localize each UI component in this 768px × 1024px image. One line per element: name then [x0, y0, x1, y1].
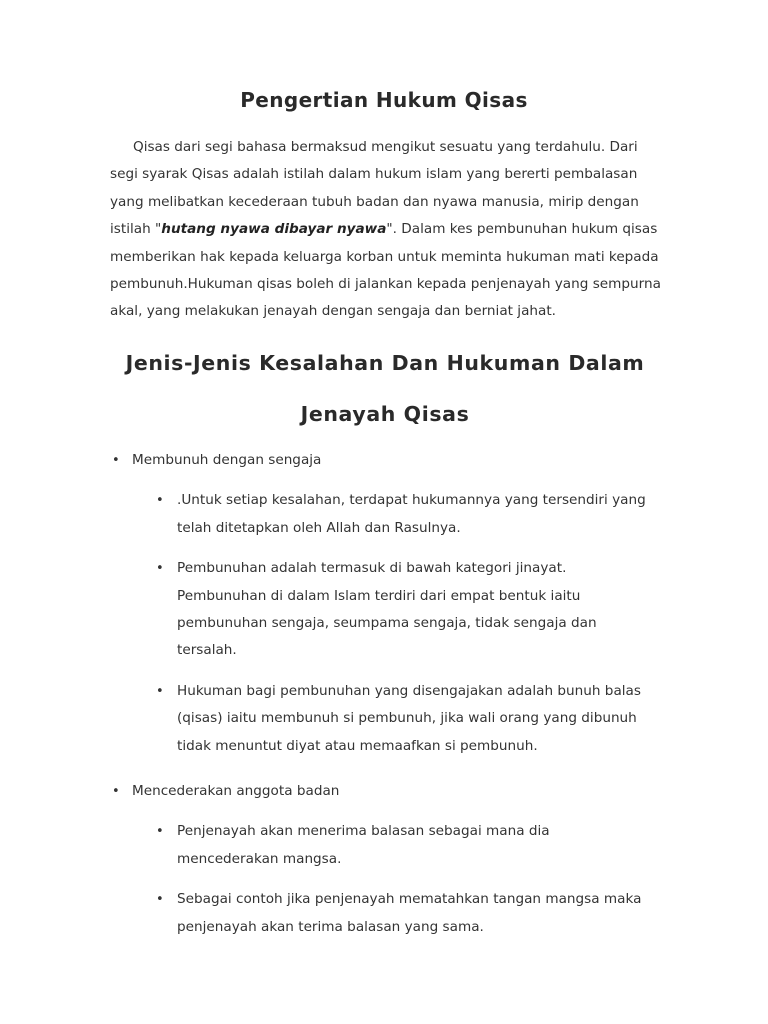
- intro-paragraph: [110, 134, 666, 326]
- sub-list-item-text: Pembunuhan adalah termasuk di bawah kategori jinayat. Pembunuhan di dalam Islam terdiri dari empat bentuk iaitu pembunuhan sengaja, seumpama sengaja, tidak sengaja dan tersalah.: [177, 560, 597, 659]
- list-item-label: Membunuh dengan sengaja: [132, 452, 322, 468]
- bullet-icon: •: [156, 561, 164, 577]
- list-item: [110, 778, 670, 941]
- sub-list-item-text: .Untuk setiap kesalahan, terdapat hukumannya yang tersendiri yang telah ditetapkan oleh Allah dan Rasulnya.: [177, 492, 646, 536]
- section-heading: Jenis-Jenis Kesalahan Dan Hukuman Dalam Jenayah Qisas: [125, 351, 645, 426]
- sub-list-item-text: Penjenayah akan menerima balasan sebagai mana dia mencederakan mangsa.: [177, 823, 550, 867]
- sub-list-item: [156, 818, 652, 873]
- sub-list-item: [156, 678, 652, 760]
- intro-text-before: Qisas dari segi bahasa bermaksud mengikut sesuatu yang terdahulu. Dari segi syarak Qisas adalah istilah dalam hukum islam yang bererti pembalasan yang melibatkan kecederaan tubuh badan dan nyawa manusia, mirip dengan istilah ": [110, 139, 639, 238]
- page-title: Pengertian Hukum Qisas: [240, 88, 528, 112]
- bullet-icon: •: [156, 892, 164, 908]
- sub-list: [132, 487, 652, 760]
- sub-list-item-text: Sebagai contoh jika penjenayah mematahkan tangan mangsa maka penjenayah akan terima balasan yang sama.: [177, 891, 642, 935]
- bullet-icon: •: [156, 493, 164, 509]
- bullet-icon: •: [156, 824, 164, 840]
- offense-list: [110, 447, 670, 959]
- sub-list-item: [156, 555, 652, 665]
- intro-emphasis: hutang nyawa dibayar nyawa: [161, 221, 387, 238]
- bullet-icon: •: [112, 784, 120, 800]
- bullet-icon: •: [112, 453, 120, 468]
- list-item: [110, 447, 670, 760]
- list-item-label: Mencederakan anggota badan: [132, 783, 340, 800]
- sub-list: [132, 818, 652, 941]
- intro-text-after: ". Dalam kes pembunuhan hukum qisas memberikan hak kepada keluarga korban untuk meminta hukuman mati kepada pembunuh.Hukuman qisas boleh di jalankan kepada penjenayah yang sempurna akal, yang melakukan jenayah dengan sengaja dan berniat jahat.: [110, 221, 661, 320]
- sub-list-item: [156, 886, 652, 941]
- bullet-icon: •: [156, 683, 164, 699]
- sub-list-item: [156, 487, 652, 542]
- sub-list-item-text: Hukuman bagi pembunuhan yang disengajakan adalah bunuh balas (qisas) iaitu membunuh si pembunuh, jika wali orang yang dibunuh tidak menuntut diyat atau memaafkan si pembunuh.: [177, 682, 641, 754]
